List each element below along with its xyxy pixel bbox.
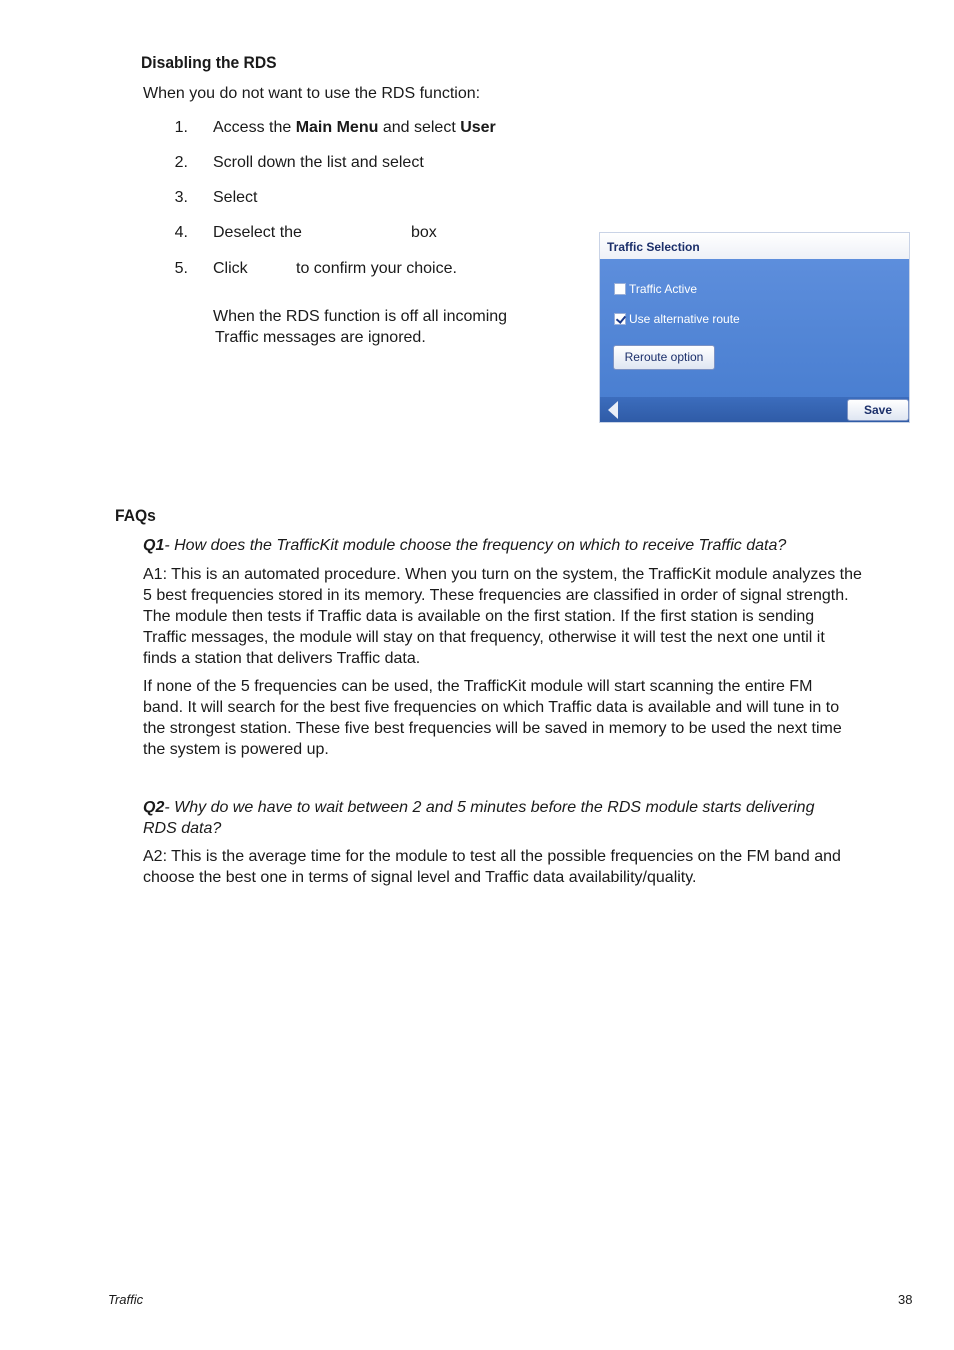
step-number: 3. <box>174 189 188 206</box>
section-heading-disabling-rds: Disabling the RDS <box>141 53 277 72</box>
step-text: Deselect the <box>213 224 302 241</box>
answer-2: A2: This is the average time for the module to test all the possible frequencies on the FM band and choose the best one in terms of signal level and Traffic data availability/quality. <box>143 848 841 886</box>
intro-text: When you do not want to use the RDS function: <box>143 85 481 102</box>
step-text: Click <box>213 260 248 277</box>
use-alternative-route-option[interactable] <box>614 312 740 326</box>
step-text: box <box>411 224 437 241</box>
checkbox-icon[interactable] <box>614 283 626 295</box>
page-number: 38 <box>898 1292 913 1307</box>
step-text: Scroll down the list and select <box>213 154 424 171</box>
step-number: 4. <box>174 224 188 241</box>
faqs-heading: FAQs <box>115 506 156 525</box>
question-2: Q2- Why do we have to wait between 2 and 5 minutes before the RDS module starts delivering RDS data? <box>143 799 815 837</box>
back-arrow-icon[interactable] <box>608 401 618 419</box>
screen-body <box>600 259 909 397</box>
option-label: Traffic Active <box>629 282 698 296</box>
checkbox-checked-icon[interactable] <box>614 313 626 325</box>
answer-1-paragraph-2: If none of the 5 frequencies can be used, the TrafficKit module will start scanning the entire FM band. It will search for the best five frequencies on which Traffic data is available and will tune in to the strongest station. These five best frequencies will be saved in memory to be used the next time the system is powered up. <box>143 678 842 758</box>
question-1: Q1- How does the TrafficKit module choose the frequency on which to receive Traffic data? <box>143 537 787 554</box>
screen-bottom-bar <box>600 397 909 423</box>
traffic-selection-screenshot <box>599 232 910 423</box>
step-text: Access the Main Menu and select User <box>213 119 496 136</box>
note-line-1: When the RDS function is off all incoming <box>213 308 508 325</box>
note-line-2: Traffic messages are ignored. <box>215 329 426 346</box>
step-text: to confirm your choice. <box>296 260 457 277</box>
step-text: Select <box>213 189 258 206</box>
step-number: 5. <box>174 260 188 277</box>
footer-section-name: Traffic <box>108 1292 144 1307</box>
step-number: 2. <box>174 154 188 171</box>
traffic-active-option[interactable] <box>614 282 697 296</box>
option-label: Use alternative route <box>629 312 740 326</box>
answer-1-paragraph-1: A1: This is an automated procedure. When you turn on the system, the TrafficKit module analyzes the 5 best frequencies stored in its memory. These frequencies are classified in order of signal strength. The module then tests if Traffic data is available on the first station. If the first station is sending Traffic messages, the module will stay on that frequency, otherwise it will test the next one until it finds a station that delivers Traffic data. <box>143 566 862 667</box>
save-button[interactable]: Save <box>847 399 909 421</box>
step-number: 1. <box>174 119 188 136</box>
screen-title: Traffic Selection <box>600 233 909 259</box>
reroute-option-button[interactable]: Reroute option <box>613 345 715 370</box>
